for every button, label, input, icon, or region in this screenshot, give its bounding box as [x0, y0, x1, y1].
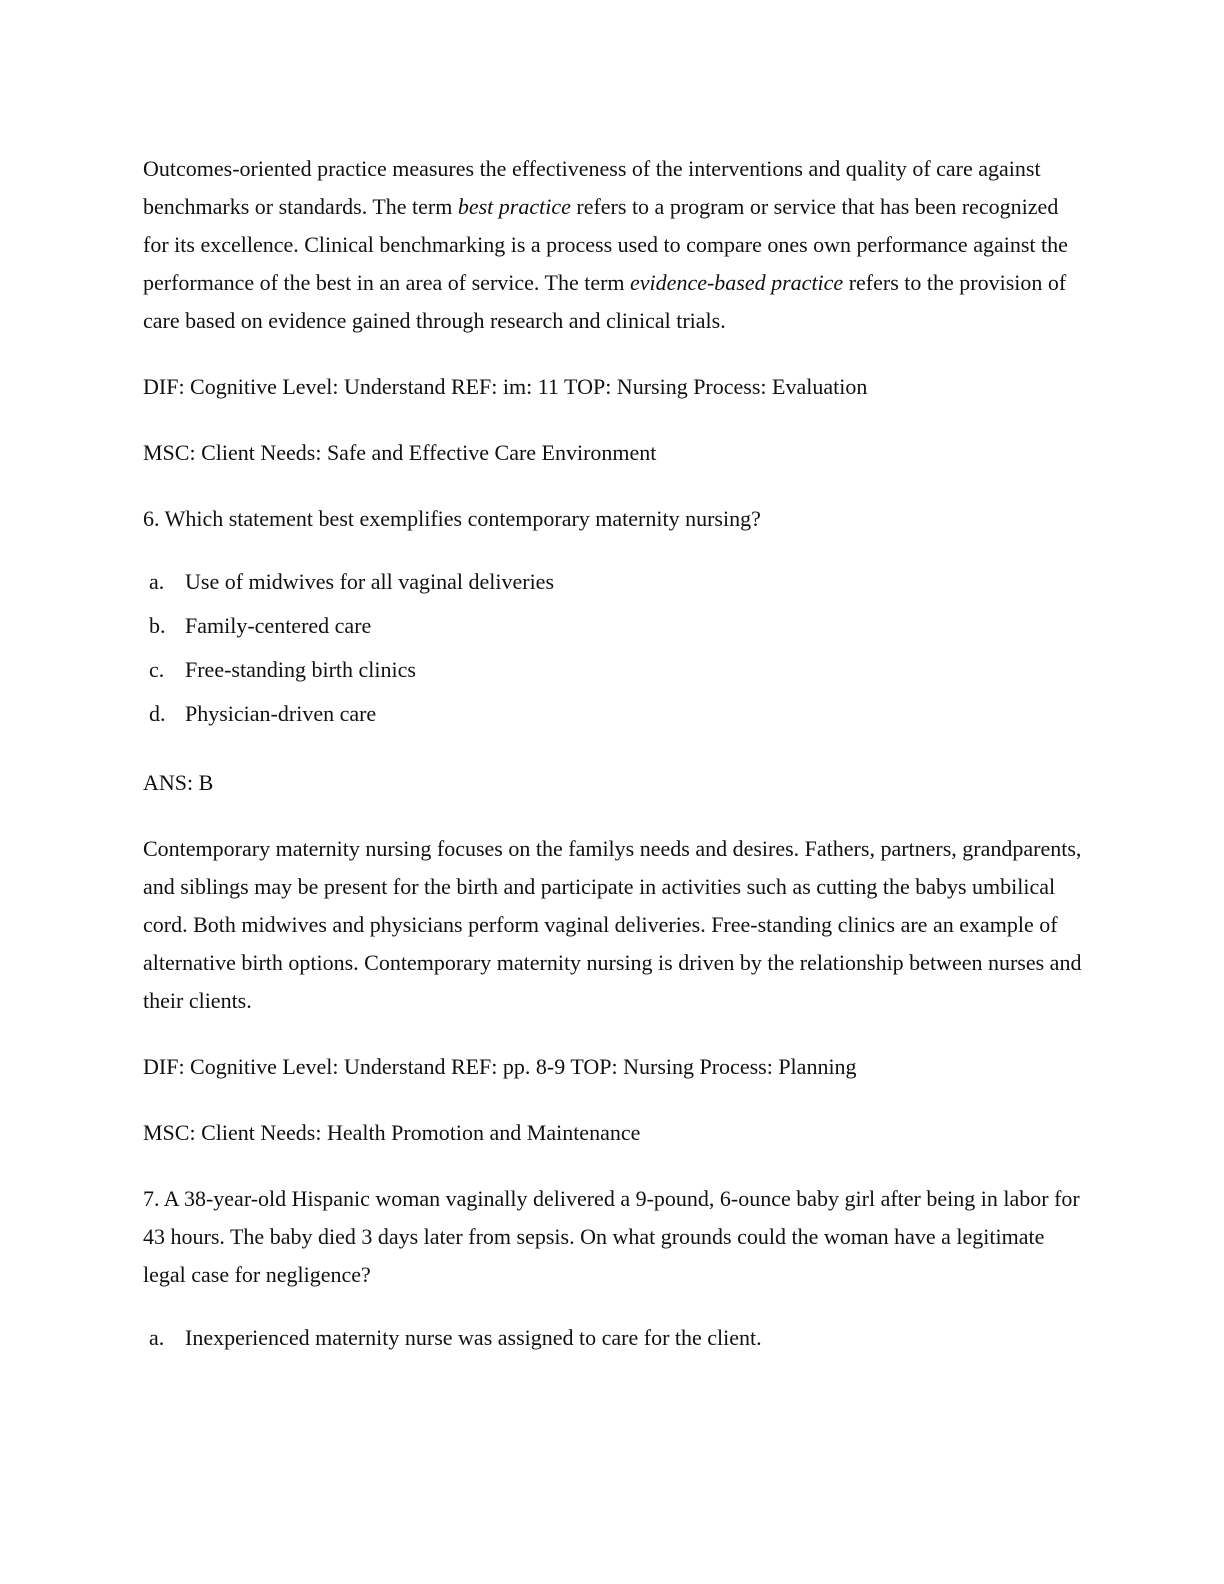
page-content	[143, 150, 1083, 1360]
option-text: Inexperienced maternity nurse was assigned to care for the client.	[185, 1325, 762, 1350]
option-a	[143, 560, 1083, 604]
option-letter: a.	[149, 1325, 165, 1350]
option-letter: a.	[149, 569, 165, 594]
rationale-paragraph: Contemporary maternity nursing focuses on the familys needs and desires. Fathers, partners, grandparents, and siblings may be present for the birth and participate in activities such as cutting the babys umbilical cord. Both midwives and physicians perform vaginal deliveries. Free-standing clinics are an example of alternative birth options. Contemporary maternity nursing is driven by the relationship between nurses and their clients.	[143, 836, 1082, 1013]
term-best-practice: best practice	[457, 194, 571, 219]
option-b	[143, 604, 1083, 648]
option-text: Free-standing birth clinics	[185, 657, 416, 682]
dif-line: DIF: Cognitive Level: Understand REF: pp. 8-9 TOP: Nursing Process: Planning	[143, 1054, 857, 1079]
option-c	[143, 648, 1083, 692]
dif-line: DIF: Cognitive Level: Understand REF: im: 11 TOP: Nursing Process: Evaluation	[143, 374, 868, 399]
msc-line: MSC: Client Needs: Health Promotion and Maintenance	[143, 1120, 641, 1145]
question-6-options	[143, 560, 1083, 736]
option-text: Use of midwives for all vaginal deliveries	[185, 569, 555, 594]
option-a	[143, 1316, 1083, 1360]
question-7-stem: 7. A 38-year-old Hispanic woman vaginally delivered a 9-pound, 6-ounce baby girl after being in labor for 43 hours. The baby died 3 days later from sepsis. On what grounds could the woman have a legitimate legal case for negligence?	[143, 1186, 1080, 1287]
explanation-paragraph	[143, 150, 1083, 340]
question-7-options	[143, 1316, 1083, 1360]
answer-line: ANS: B	[143, 770, 214, 795]
explanation-text: Outcomes-oriented practice measures the effectiveness of the interventions and quality of care against benchmarks or standards. The term	[143, 156, 1041, 219]
option-letter: b.	[149, 613, 166, 638]
option-d	[143, 692, 1083, 736]
question-6-stem: 6. Which statement best exemplifies contemporary maternity nursing?	[143, 506, 761, 531]
term-evidence-based-practice: evidence-based practice	[630, 270, 844, 295]
option-text: Family-centered care	[185, 613, 372, 638]
explanation-text: refers to a program or service that has been recognized for its excellence. Clinical benchmarking is a process used to compare ones own performance against the performance of the best in an area of service. The term	[143, 194, 1068, 295]
option-letter: d.	[149, 701, 166, 726]
msc-line: MSC: Client Needs: Safe and Effective Care Environment	[143, 440, 657, 465]
option-letter: c.	[149, 657, 165, 682]
option-text: Physician-driven care	[185, 701, 377, 726]
explanation-text: refers to the provision of care based on evidence gained through research and clinical trials.	[143, 270, 1067, 333]
